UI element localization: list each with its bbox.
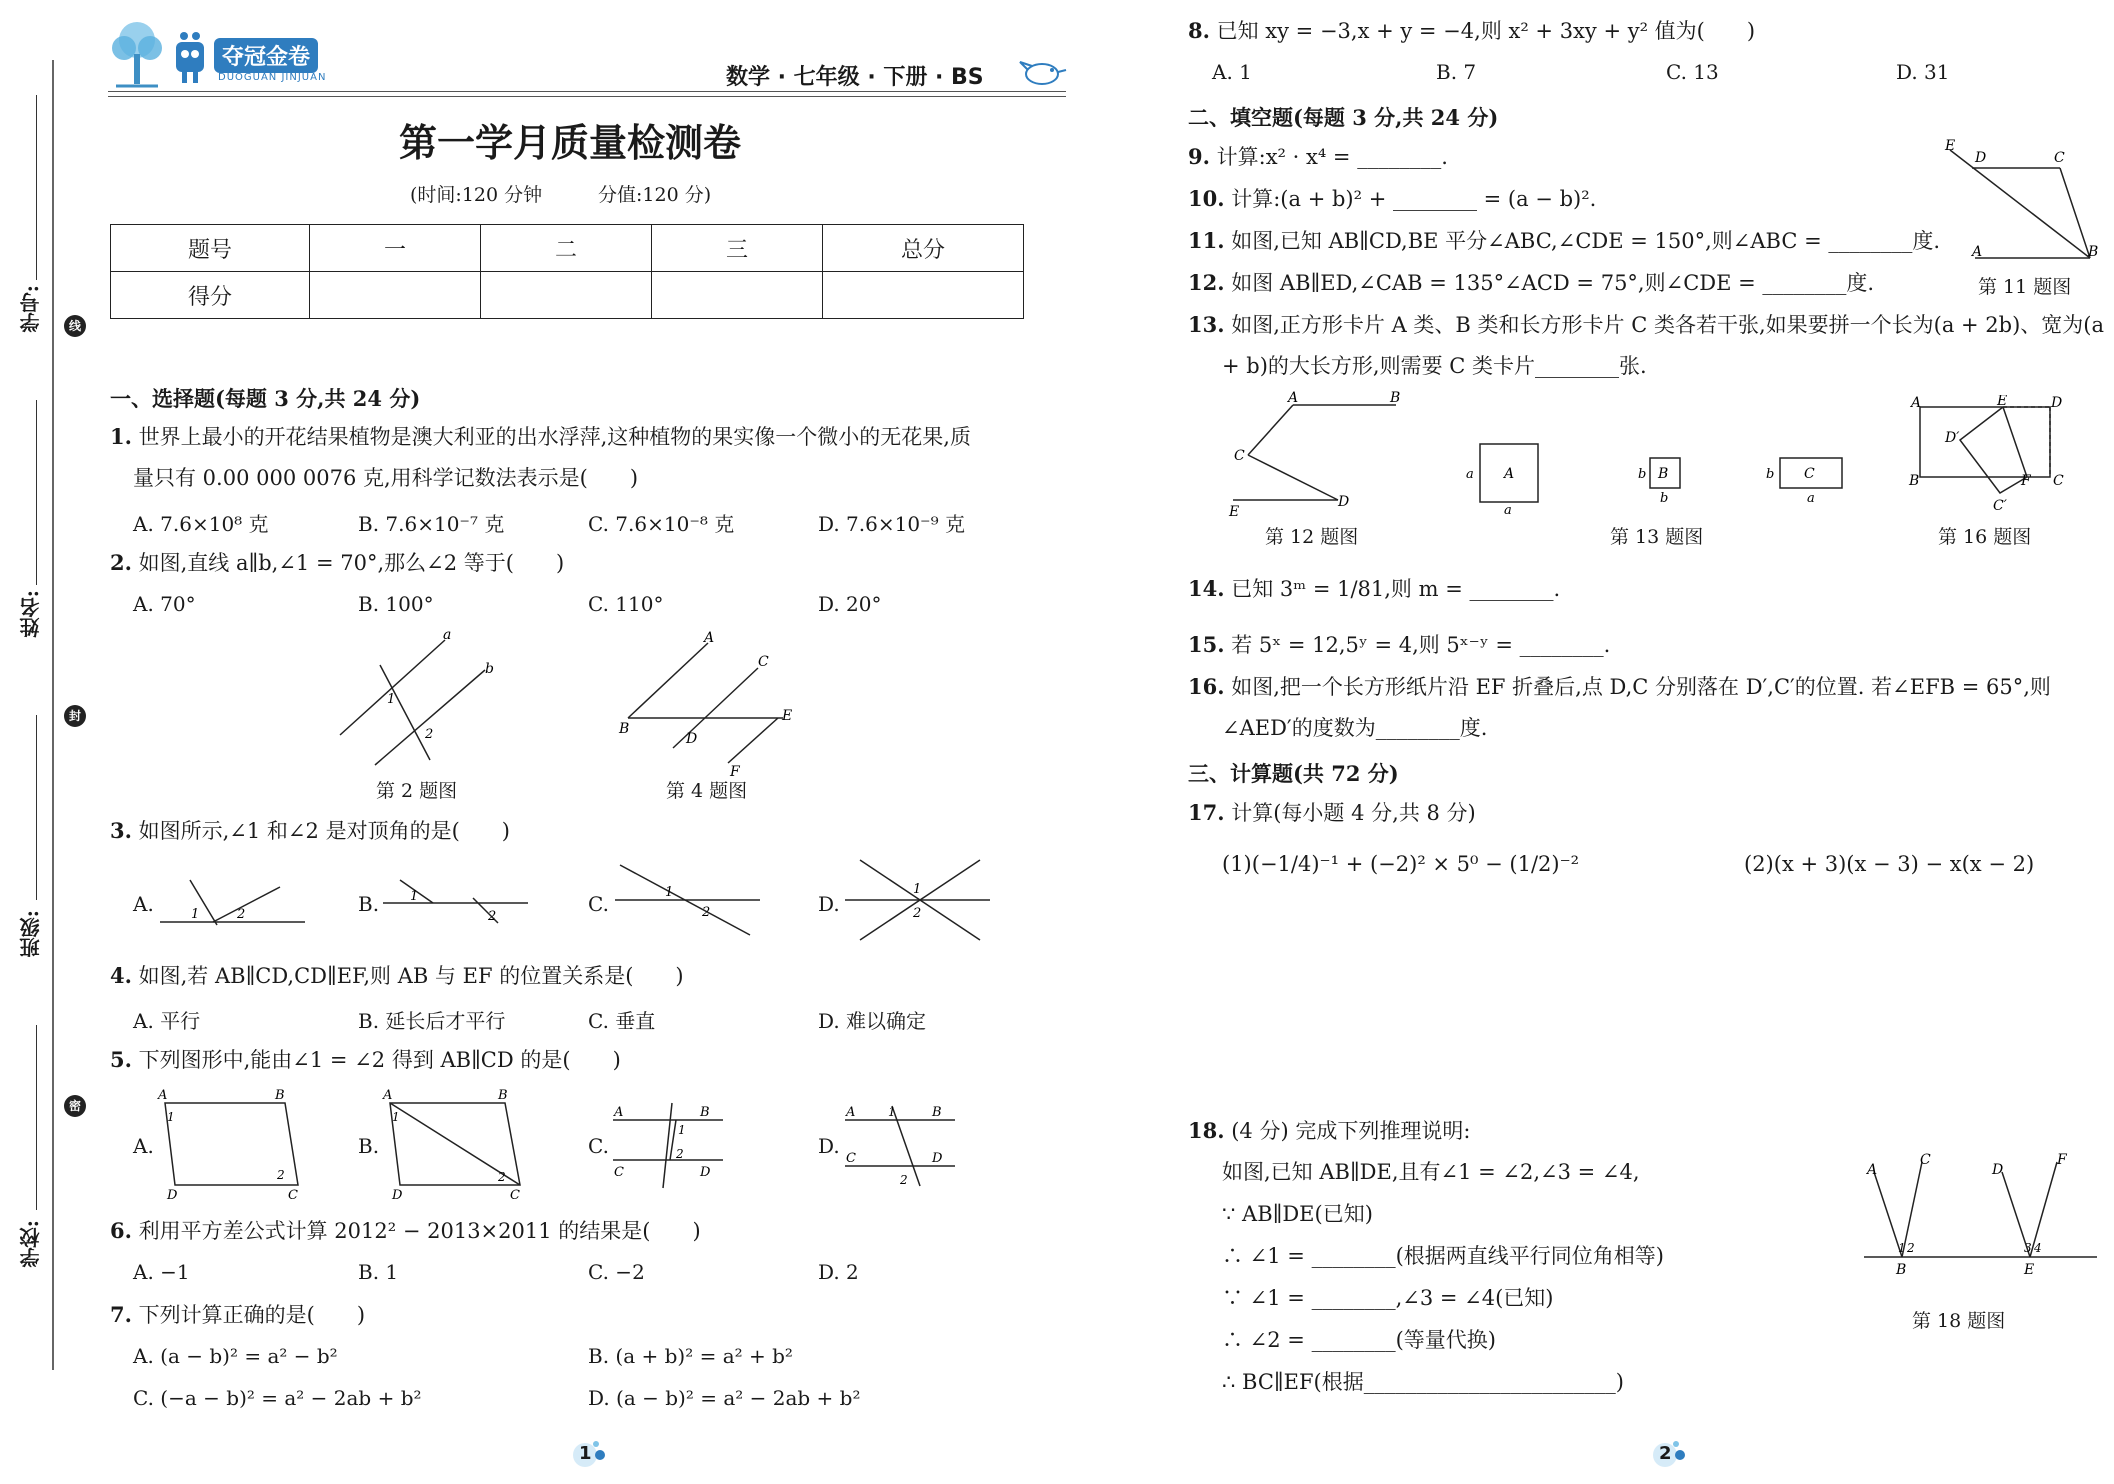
svg-text:1: 1 — [191, 907, 200, 922]
svg-text:A: A — [704, 630, 715, 646]
score-table-row — [111, 272, 1024, 319]
reasoning-line[interactable]: ∵ ∠1 = ________,∠3 = ∠4(已知) — [1222, 1286, 1554, 1310]
svg-text:A: A — [158, 1088, 168, 1103]
seal-dot-secret: 密 — [64, 1095, 86, 1117]
question-number: 1. — [110, 424, 132, 449]
option-c[interactable]: C. 13 — [1666, 60, 1719, 84]
figure-caption: 第 13 题图 — [1610, 526, 1704, 548]
question-text: 若 5ˣ = 12,5ʸ = 4,则 5ˣ⁻ʸ = ________. — [1231, 633, 1611, 657]
svg-text:C: C — [2054, 150, 2065, 166]
figure-q5-d — [840, 1098, 960, 1190]
svg-text:E: E — [1945, 138, 1956, 154]
question-17-part2: (2)(x + 3)(x − 3) − x(x − 2) — [1744, 852, 2035, 876]
option-b[interactable]: B. — [358, 1134, 380, 1158]
school-label: 学校: — [19, 1220, 43, 1268]
svg-text:A: A — [614, 1105, 624, 1120]
question-11: 11. 如图,已知 AB∥CD,BE 平分∠ABC,∠CDE = 150°,则∠ABC = ________度. — [1188, 228, 1941, 253]
question-text: 已知 xy = −3,x + y = −4,则 x² + 3xy + y² 值为( ) — [1216, 19, 1756, 43]
question-text: 如图,把一个长方形纸片沿 EF 折叠后,点 D,C 分别落在 D′,C′的位置. 若∠EFB = 65°,则 — [1231, 675, 2051, 699]
svg-text:1: 1 — [167, 1110, 175, 1124]
exam-title: 第一学月质量检测卷 — [398, 120, 741, 165]
svg-text:D: D — [1992, 1162, 2004, 1178]
header-cell: 一 — [310, 225, 481, 272]
score-table-header — [111, 225, 1024, 272]
svg-text:a: a — [1466, 467, 1474, 482]
name-label: 姓名: — [19, 590, 43, 638]
option-d[interactable]: D. 20° — [818, 592, 882, 616]
option-b[interactable]: B. 1 — [358, 1260, 399, 1284]
question-18: 18. (4 分) 完成下列推理说明: — [1188, 1118, 1471, 1143]
figure-q11 — [1940, 138, 2100, 263]
option-b[interactable]: B. (a + b)² = a² + b² — [588, 1344, 793, 1368]
figure-q4 — [618, 628, 798, 776]
mascot-icon — [170, 30, 210, 85]
option-c[interactable]: C. (−a − b)² = a² − 2ab + b² — [133, 1386, 422, 1410]
svg-text:4: 4 — [2034, 1241, 2042, 1255]
svg-text:1: 1 — [1898, 1241, 1906, 1255]
svg-text:1: 1 — [392, 1110, 400, 1124]
question-8 — [1188, 18, 1755, 44]
option-a[interactable]: A. 7.6×10⁸ 克 — [133, 512, 269, 536]
score-cell[interactable] — [823, 272, 1024, 319]
header-cell: 题号 — [111, 225, 310, 272]
name-line — [36, 400, 39, 585]
svg-text:E: E — [782, 708, 793, 724]
svg-text:A: A — [846, 1105, 856, 1120]
question-number: 5. — [110, 1047, 132, 1072]
school-line — [36, 1025, 39, 1210]
svg-text:B: B — [1896, 1262, 1907, 1278]
svg-text:1: 1 — [913, 882, 922, 897]
seal-dot-seal: 封 — [64, 705, 86, 727]
svg-text:F: F — [2021, 473, 2031, 489]
figure-q5-a — [155, 1085, 305, 1200]
svg-text:2: 2 — [425, 727, 434, 742]
brand-pinyin: DUOGUAN JINJUAN — [218, 72, 327, 83]
question-9: 9. 计算:x² · x⁴ = ________. — [1188, 144, 1448, 169]
exam-score: 分值:120 分) — [598, 184, 712, 206]
svg-text:2: 2 — [488, 909, 497, 924]
svg-text:B: B — [1390, 390, 1401, 406]
question-number: 4. — [110, 963, 132, 988]
question-5 — [110, 1047, 621, 1073]
page-number-text: 2 — [1659, 1443, 1672, 1464]
seal-dot-line: 线 — [64, 315, 86, 337]
option-d[interactable]: D. 31 — [1896, 60, 1950, 84]
svg-text:1: 1 — [888, 1105, 896, 1119]
figure-q3-a — [155, 870, 310, 930]
svg-text:D: D — [1975, 150, 1987, 166]
option-d[interactable]: D. 难以确定 — [818, 1009, 927, 1033]
option-b[interactable]: B. 100° — [358, 592, 434, 616]
svg-text:B: B — [275, 1088, 285, 1103]
header-cell: 二 — [481, 225, 652, 272]
exam-time: (时间:120 分钟 — [410, 184, 543, 206]
question-17: 17. 计算(每小题 4 分,共 8 分) — [1188, 800, 1476, 825]
figure-q3-b — [378, 868, 533, 928]
svg-text:B: B — [1909, 473, 1920, 489]
option-d[interactable]: D. — [818, 892, 840, 916]
question-text: 如图,正方形卡片 A 类、B 类和长方形卡片 C 类各若干张,如果要拼一个长为(a + 2b)、宽为(a — [1231, 313, 2104, 337]
option-d[interactable]: D. 2 — [818, 1260, 859, 1284]
figure-q5-c — [608, 1098, 728, 1190]
reasoning-line: ∵ AB∥DE(已知) — [1222, 1202, 1373, 1226]
svg-text:a: a — [1504, 503, 1512, 515]
question-number: 8. — [1188, 18, 1210, 43]
option-c[interactable]: C. 7.6×10⁻⁸ 克 — [588, 512, 735, 536]
figure-caption: 第 12 题图 — [1265, 526, 1359, 548]
svg-text:D: D — [1338, 494, 1350, 510]
svg-text:A: A — [1288, 390, 1299, 406]
question-10: 10. 计算:(a + b)² + ________ = (a − b)². — [1188, 186, 1597, 211]
svg-text:3: 3 — [2024, 1241, 2032, 1255]
svg-text:F: F — [730, 764, 740, 776]
svg-text:D: D — [686, 731, 698, 747]
svg-text:D: D — [167, 1188, 178, 1200]
brand-name: 夺冠金卷 — [214, 38, 318, 73]
question-text: 如图 AB∥ED,∠CAB = 135°∠ACD = 75°,则∠CDE = ________度. — [1231, 271, 1875, 295]
score-cell[interactable] — [652, 272, 823, 319]
reasoning-line: 如图,已知 AB∥DE,且有∠1 = ∠2,∠3 = ∠4, — [1222, 1160, 1640, 1184]
figure-q3-c — [610, 860, 765, 940]
svg-text:b: b — [1638, 467, 1647, 482]
question-13-line2: + b)的大长方形,则需要 C 类卡片________张. — [1222, 354, 1647, 378]
question-14: 14. 已知 3ᵐ = 1/81,则 m = ________. — [1188, 576, 1561, 601]
tree-logo-icon — [108, 18, 166, 90]
svg-text:1: 1 — [678, 1123, 686, 1137]
question-number: 3. — [110, 818, 132, 843]
svg-text:2: 2 — [676, 1147, 684, 1161]
header-cell: 总分 — [823, 225, 1024, 272]
page-number-text: 1 — [579, 1443, 592, 1464]
svg-text:2: 2 — [237, 907, 246, 922]
figure-q12 — [1228, 390, 1408, 520]
svg-text:2: 2 — [702, 905, 711, 920]
row-label: 得分 — [111, 272, 310, 319]
svg-text:a: a — [1807, 491, 1815, 506]
svg-text:D: D — [392, 1188, 403, 1200]
question-text: 如图,直线 a∥b,∠1 = 70°,那么∠2 等于( ) — [138, 551, 565, 575]
option-a[interactable]: A. — [133, 892, 154, 916]
svg-text:b: b — [1660, 491, 1669, 506]
svg-text:E: E — [2024, 1262, 2035, 1278]
figure-q16 — [1905, 395, 2065, 515]
figure-q2 — [335, 625, 510, 770]
option-d[interactable]: D. (a − b)² = a² − 2ab + b² — [588, 1386, 861, 1410]
svg-text:2: 2 — [913, 906, 922, 921]
svg-text:A: A — [1972, 244, 1983, 260]
svg-text:2: 2 — [498, 1170, 506, 1184]
svg-text:C: C — [1804, 466, 1815, 482]
reasoning-line[interactable]: ∴ BC∥EF(根据________________________) — [1222, 1370, 1624, 1394]
question-15: 15. 若 5ˣ = 12,5ʸ = 4,则 5ˣ⁻ʸ = ________. — [1188, 632, 1611, 657]
svg-text:C′: C′ — [1993, 498, 2007, 514]
page-number-1 — [572, 1440, 606, 1470]
figure-caption: 第 2 题图 — [376, 780, 458, 802]
figure-caption: 第 11 题图 — [1978, 276, 2072, 298]
svg-text:2: 2 — [900, 1173, 908, 1187]
question-text: 已知 3ᵐ = 1/81,则 m = ________. — [1231, 577, 1561, 601]
section-3-heading: 三、计算题(共 72 分) — [1188, 761, 1399, 786]
figure-q5-b — [380, 1085, 530, 1200]
question-16-line2: ∠AED′的度数为________度. — [1222, 716, 1488, 740]
question-number: 2. — [110, 550, 132, 575]
question-text: 计算(每小题 4 分,共 8 分) — [1231, 801, 1476, 825]
option-b[interactable]: B. 7.6×10⁻⁷ 克 — [358, 512, 505, 536]
svg-text:D: D — [2051, 395, 2063, 411]
svg-text:b: b — [485, 661, 494, 677]
sidebar-divider — [52, 60, 54, 1370]
option-a[interactable]: A. 70° — [133, 592, 196, 616]
svg-text:E: E — [1229, 504, 1240, 520]
option-b[interactable]: B. — [358, 892, 380, 916]
figure-caption: 第 16 题图 — [1938, 526, 2032, 548]
option-a[interactable]: A. 平行 — [133, 1009, 201, 1033]
svg-text:C: C — [1234, 448, 1245, 464]
question-13: 13. 如图,正方形卡片 A 类、B 类和长方形卡片 C 类各若干张,如果要拼一个长为(a + 2b)、宽为(a — [1188, 312, 2104, 337]
svg-text:1: 1 — [410, 889, 419, 904]
svg-text:C: C — [614, 1165, 624, 1180]
question-text: 如图,若 AB∥CD,CD∥EF,则 AB 与 EF 的位置关系是( ) — [138, 964, 684, 988]
bird-icon — [1018, 52, 1068, 92]
svg-text:B: B — [1658, 466, 1669, 482]
class-line — [36, 715, 39, 900]
option-a[interactable]: A. — [133, 1134, 154, 1158]
question-number: 6. — [110, 1218, 132, 1243]
question-1-line2: 量只有 0.00 000 0076 克,用科学记数法表示是( ) — [133, 466, 639, 490]
option-a[interactable]: A. −1 — [133, 1260, 190, 1284]
header-rule — [108, 91, 1066, 97]
svg-text:A: A — [1867, 1162, 1878, 1178]
section-2-heading: 二、填空题(每题 3 分,共 24 分) — [1188, 105, 1499, 130]
page-number-2 — [1652, 1440, 1686, 1470]
question-16: 16. 如图,把一个长方形纸片沿 EF 折叠后,点 D,C 分别落在 D′,C′的位置. 若∠EFB = 65°,则 — [1188, 674, 2051, 699]
option-d[interactable]: D. — [818, 1134, 840, 1158]
svg-text:C: C — [288, 1188, 298, 1200]
question-4 — [110, 963, 684, 989]
class-label: 班级: — [19, 910, 43, 958]
svg-text:A: A — [383, 1088, 393, 1103]
svg-text:B: B — [700, 1105, 710, 1120]
score-table — [110, 224, 1024, 319]
option-c[interactable]: C. — [588, 1134, 609, 1158]
option-c[interactable]: C. −2 — [588, 1260, 645, 1284]
figure-q13 — [1460, 440, 1860, 515]
question-text: 计算:(a + b)² + ________ = (a − b)². — [1231, 187, 1597, 211]
svg-text:C: C — [510, 1188, 520, 1200]
question-text: 利用平方差公式计算 2012² − 2013×2011 的结果是( ) — [138, 1219, 701, 1243]
score-cell[interactable] — [481, 272, 652, 319]
figure-q3-d — [840, 855, 995, 945]
question-text: 计算:x² · x⁴ = ________. — [1216, 145, 1448, 169]
reasoning-line[interactable]: ∴ ∠2 = ________(等量代换) — [1222, 1328, 1496, 1352]
svg-text:A: A — [1504, 466, 1515, 482]
option-a[interactable]: A. 1 — [1212, 60, 1252, 84]
subject-label: 数学 · 七年级 · 下册 · BS — [726, 65, 984, 90]
question-2 — [110, 550, 564, 576]
svg-text:C: C — [2053, 473, 2064, 489]
figure-caption: 第 18 题图 — [1912, 1310, 2006, 1332]
answer-area-17[interactable] — [1222, 905, 2062, 1105]
svg-text:E: E — [1997, 395, 2008, 409]
svg-text:C: C — [758, 654, 769, 670]
svg-text:F: F — [2057, 1152, 2067, 1168]
figure-q18 — [1862, 1152, 2102, 1282]
question-text: 下列计算正确的是( ) — [138, 1303, 366, 1327]
svg-text:1: 1 — [665, 885, 674, 900]
question-3 — [110, 818, 510, 844]
question-text: 世界上最小的开花结果植物是澳大利亚的出水浮萍,这种植物的果实像一个微小的无花果,质 — [138, 425, 971, 449]
svg-text:C: C — [1920, 1152, 1931, 1168]
question-17-part1: (1)(−1/4)⁻¹ + (−2)² × 5⁰ − (1/2)⁻² — [1222, 852, 1580, 876]
svg-text:B: B — [2088, 244, 2099, 260]
question-7 — [110, 1302, 365, 1328]
option-c[interactable]: C. — [588, 892, 609, 916]
svg-text:D: D — [700, 1165, 711, 1180]
svg-text:2: 2 — [277, 1168, 285, 1182]
header-cell: 三 — [652, 225, 823, 272]
student-id-label: 学号: — [19, 285, 43, 333]
question-text: 如图所示,∠1 和∠2 是对顶角的是( ) — [138, 819, 510, 843]
option-a[interactable]: A. (a − b)² = a² − b² — [133, 1344, 338, 1368]
section-1-heading: 一、选择题(每题 3 分,共 24 分) — [110, 386, 421, 411]
svg-text:1: 1 — [387, 692, 396, 707]
svg-text:C: C — [846, 1151, 856, 1166]
question-12: 12. 如图 AB∥ED,∠CAB = 135°∠ACD = 75°,则∠CDE = ________度. — [1188, 270, 1875, 295]
question-1 — [110, 424, 971, 450]
question-text: (4 分) 完成下列推理说明: — [1231, 1119, 1471, 1143]
question-number: 7. — [110, 1302, 132, 1327]
option-c[interactable]: C. 110° — [588, 592, 664, 616]
score-cell[interactable] — [310, 272, 481, 319]
question-6 — [110, 1218, 701, 1244]
svg-text:b: b — [1766, 467, 1775, 482]
svg-text:2: 2 — [1907, 1241, 1915, 1255]
svg-text:D′: D′ — [1945, 430, 1960, 446]
svg-text:B: B — [498, 1088, 508, 1103]
svg-text:B: B — [619, 721, 630, 737]
option-b[interactable]: B. 7 — [1436, 60, 1477, 84]
svg-text:A: A — [1911, 395, 1922, 411]
option-d[interactable]: D. 7.6×10⁻⁹ 克 — [818, 512, 965, 536]
svg-text:D: D — [932, 1151, 943, 1166]
option-b[interactable]: B. 延长后才平行 — [358, 1009, 506, 1033]
svg-text:a: a — [443, 627, 452, 643]
figure-caption: 第 4 题图 — [666, 780, 748, 802]
svg-text:B: B — [932, 1105, 942, 1120]
question-text: 如图,已知 AB∥CD,BE 平分∠ABC,∠CDE = 150°,则∠ABC = ________度. — [1231, 229, 1941, 253]
question-text: 下列图形中,能由∠1 = ∠2 得到 AB∥CD 的是( ) — [138, 1048, 621, 1072]
reasoning-line[interactable]: ∴ ∠1 = ________(根据两直线平行同位角相等) — [1222, 1244, 1664, 1268]
option-c[interactable]: C. 垂直 — [588, 1009, 656, 1033]
